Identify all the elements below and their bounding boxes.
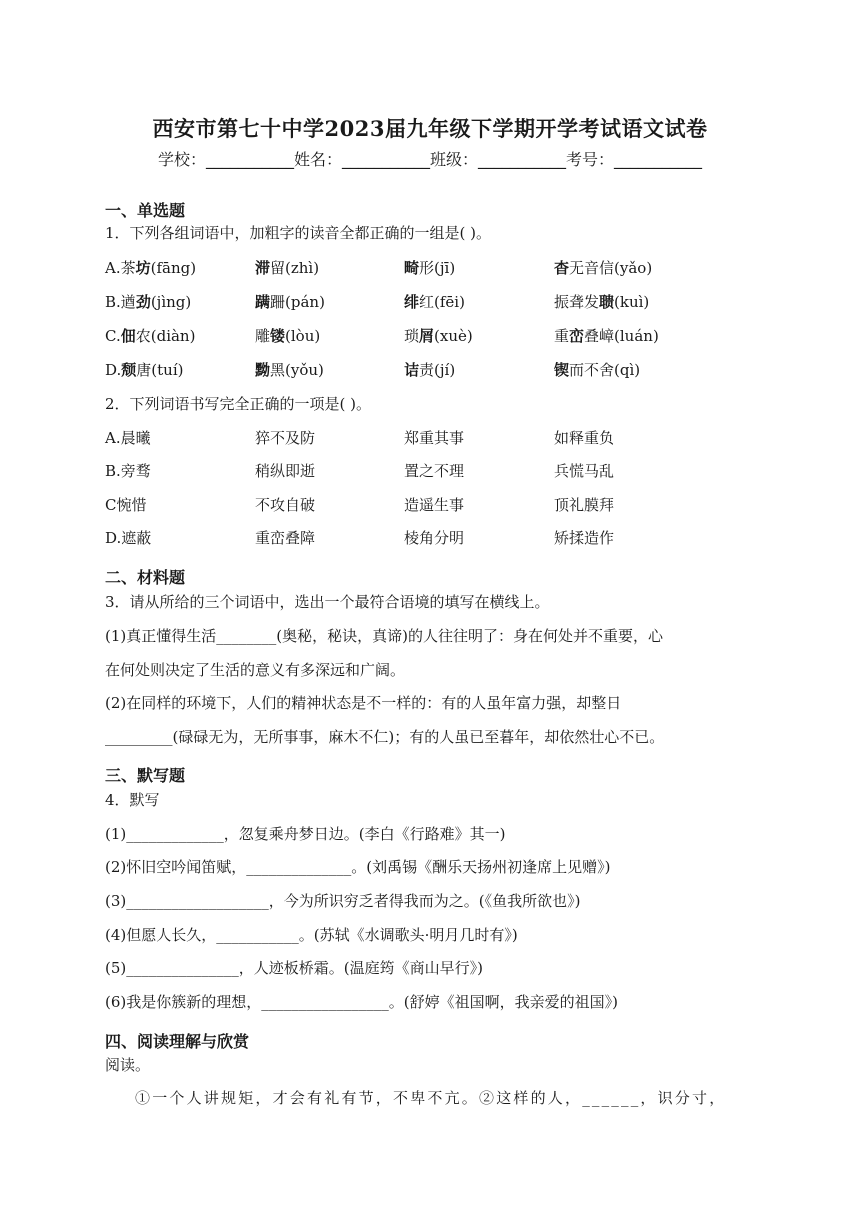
question-2-stem: 2．下列词语书写完全正确的一项是( )。 <box>105 395 372 413</box>
section-heading-reading: 四、阅读理解与欣赏 <box>105 1032 250 1051</box>
section-heading-dictation: 三、默写题 <box>105 766 186 785</box>
question-3-stem: 3．请从所给的三个词语中，选出一个最符合语境的填写在横线上。 <box>105 593 550 611</box>
student-info-line: 学校：___________姓名：___________班级：___________考号：___________ <box>157 150 702 169</box>
q2-option-c-3: 造遥生事 <box>404 496 465 514</box>
q1-option-b-2: 蹒跚(pán) <box>255 293 325 311</box>
q2-option-c-2: 不攻自破 <box>255 496 316 514</box>
reading-intro: 阅读。 <box>105 1056 151 1074</box>
q4-line-4: (4)但愿人长久，___________。(苏轼《水调歌头·明月几时有》) <box>105 926 518 944</box>
exam-title: 西安市第七十中学2023届九年级下学期开学考试语文试卷 <box>152 116 708 141</box>
reading-paragraph-1: ①一个人讲规矩，才会有礼有节，不卑不亢。②这样的人，______，识分寸， <box>135 1089 727 1107</box>
q4-line-6: (6)我是你簇新的理想，_________________。(舒婷《祖国啊，我亲爱的祖国》) <box>105 993 618 1011</box>
q1-option-c-1: C.佃农(diàn) <box>105 327 196 345</box>
q2-option-b-4: 兵慌马乱 <box>554 462 615 480</box>
q1-option-b-3: 绯红(fēi) <box>404 293 465 311</box>
q3-part-2-line-2: _________(碌碌无为，无所事事，麻木不仁)；有的人虽已至暮年，却依然壮心不已。 <box>105 728 665 746</box>
q1-option-d-2: 黝黑(yǒu) <box>255 361 324 379</box>
q4-line-2: (2)怀旧空吟闻笛赋，______________。(刘禹锡《酬乐天扬州初逢席上见赠》) <box>105 858 611 876</box>
q1-option-a-1: A.茶坊(fāng) <box>105 259 197 277</box>
q1-option-c-2: 雕镂(lòu) <box>255 327 321 345</box>
q1-option-a-2: 滞留(zhì) <box>255 259 320 277</box>
q3-part-1-line-2: 在何处则决定了生活的意义有多深远和广阔。 <box>105 661 406 679</box>
q3-part-2-line-1: (2)在同样的环境下，人们的精神状态是不一样的：有的人虽年富力强，却整日 <box>105 694 622 712</box>
q2-option-b-2: 稍纵即逝 <box>255 462 316 480</box>
q2-option-d-1: D.遮蔽 <box>105 529 152 547</box>
q4-line-5: (5)_______________，人迹板桥霜。(温庭筠《商山早行》) <box>105 959 483 977</box>
q3-part-1-line-1: (1)真正懂得生活________(奥秘，秘诀，真谛)的人往往明了：身在何处并不重要，心 <box>105 627 663 645</box>
section-heading-single-choice: 一、单选题 <box>105 201 186 220</box>
q4-line-3: (3)___________________，今为所识穷乏者得我而为之。(《鱼我所欲也》) <box>105 892 581 910</box>
q1-option-c-3: 琐屑(xuè) <box>404 327 473 345</box>
question-4-stem: 4．默写 <box>105 791 160 809</box>
q1-option-a-3: 畸形(jī) <box>404 259 456 277</box>
q2-option-d-2: 重峦叠障 <box>255 529 316 547</box>
q1-option-d-3: 诘责(jí) <box>404 361 456 379</box>
q2-option-c-1: C惋惜 <box>105 496 147 514</box>
q2-option-d-3: 棱角分明 <box>404 529 465 547</box>
q1-option-d-4: 锲而不舍(qì) <box>554 361 641 379</box>
q2-option-b-3: 置之不理 <box>404 462 465 480</box>
section-heading-material: 二、材料题 <box>105 568 186 587</box>
q1-option-c-4: 重峦叠嶂(luán) <box>554 327 659 345</box>
q2-option-a-4: 如释重负 <box>554 429 615 447</box>
q2-option-d-4: 矫揉造作 <box>554 529 615 547</box>
q1-option-b-4: 振聋发聩(kuì) <box>554 293 650 311</box>
q2-option-a-1: A.晨曦 <box>105 429 151 447</box>
question-1-stem: 1．下列各组词语中，加粗字的读音全都正确的一组是( )。 <box>105 224 492 242</box>
q2-option-b-1: B.旁骛 <box>105 462 151 480</box>
q2-option-a-2: 猝不及防 <box>255 429 316 447</box>
q1-option-a-4: 杳无音信(yǎo) <box>554 259 653 277</box>
q1-option-d-1: D.颓唐(tuí) <box>105 361 184 379</box>
q2-option-a-3: 郑重其事 <box>404 429 465 447</box>
q1-option-b-1: B.遒劲(jìng) <box>105 293 192 311</box>
q4-line-1: (1)_____________，忽复乘舟梦日边。(李白《行路难》其一) <box>105 825 506 843</box>
q2-option-c-4: 顶礼膜拜 <box>554 496 615 514</box>
